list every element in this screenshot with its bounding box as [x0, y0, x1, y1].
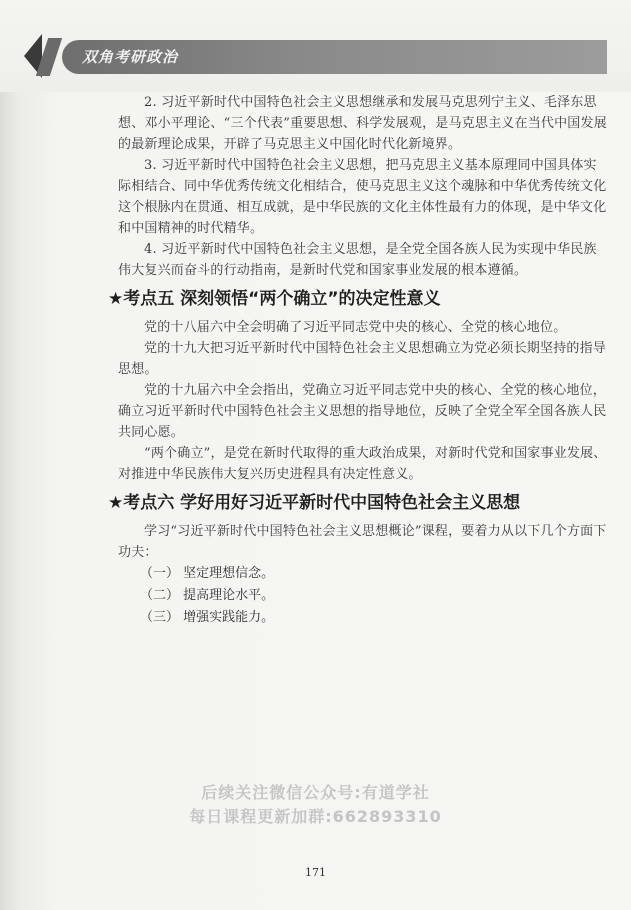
page-header: [0, 0, 631, 92]
paragraph-point-2: 2. 习近平新时代中国特色社会主义思想继承和发展马克思列宁主义、毛泽东思想、邓小平理论、“三个代表”重要思想、科学发展观，是马克思主义在当代中国发展的最新理论成果，开辟了马克思主义中国化时代化新境界。: [118, 95, 607, 152]
paragraph-point-3: 3. 习近平新时代中国特色社会主义思想，把马克思主义基本原理同中国具体实际相结合、同中华优秀传统文化相结合，使马克思主义这个魂脉和中华优秀传统文化这个根脉内在贯通、相互成就，是中华民族的文化主体性最有力的体现，是中华文化和中国精神的时代精华。: [118, 158, 607, 236]
watermark-line-1: 后续关注微信公众号:有道学社: [201, 783, 430, 802]
section-heading-5: ★考点五 深刻领悟“两个确立”的决定性意义: [108, 289, 441, 309]
section5-paragraph: 党的十九大把习近平新时代中国特色社会主义思想确立为党必须长期坚持的指导思想。: [118, 341, 607, 377]
page-number: 171: [305, 866, 326, 879]
list-item: （二） 提高理论水平。: [140, 588, 275, 603]
list-item: （一） 坚定理想信念。: [140, 566, 275, 581]
header-title: 双角考研政治: [82, 48, 179, 66]
paragraph-point-4: 4. 习近平新时代中国特色社会主义思想，是全党全国各族人民为实现中华民族伟大复兴而奋斗的行动指南，是新时代党和国家事业发展的根本遵循。: [118, 242, 597, 278]
section6-intro: 学习“习近平新时代中国特色社会主义思想概论”课程，要着力从以下几个方面下功夫：: [118, 524, 607, 560]
watermark-line-2: 每日课程更新加群:662893310: [189, 807, 442, 826]
list-item: （三） 增强实践能力。: [140, 610, 275, 625]
page-content: [108, 92, 608, 629]
section5-paragraph: “两个确立”，是党在新时代取得的重大政治成果，对新时代党和国家事业发展、对推进中华民族伟大复兴历史进程具有决定性意义。: [118, 446, 607, 482]
section-heading-6: ★考点六 学好用好习近平新时代中国特色社会主义思想: [108, 493, 521, 513]
section5-paragraph: 党的十九届六中全会指出，党确立习近平同志党中央的核心、全党的核心地位，确立习近平新时代中国特色社会主义思想的指导地位，反映了全党全军全国各族人民共同心愿。: [118, 383, 607, 440]
section5-paragraph: 党的十八届六中全会明确了习近平同志党中央的核心、全党的核心地位。: [144, 320, 567, 335]
